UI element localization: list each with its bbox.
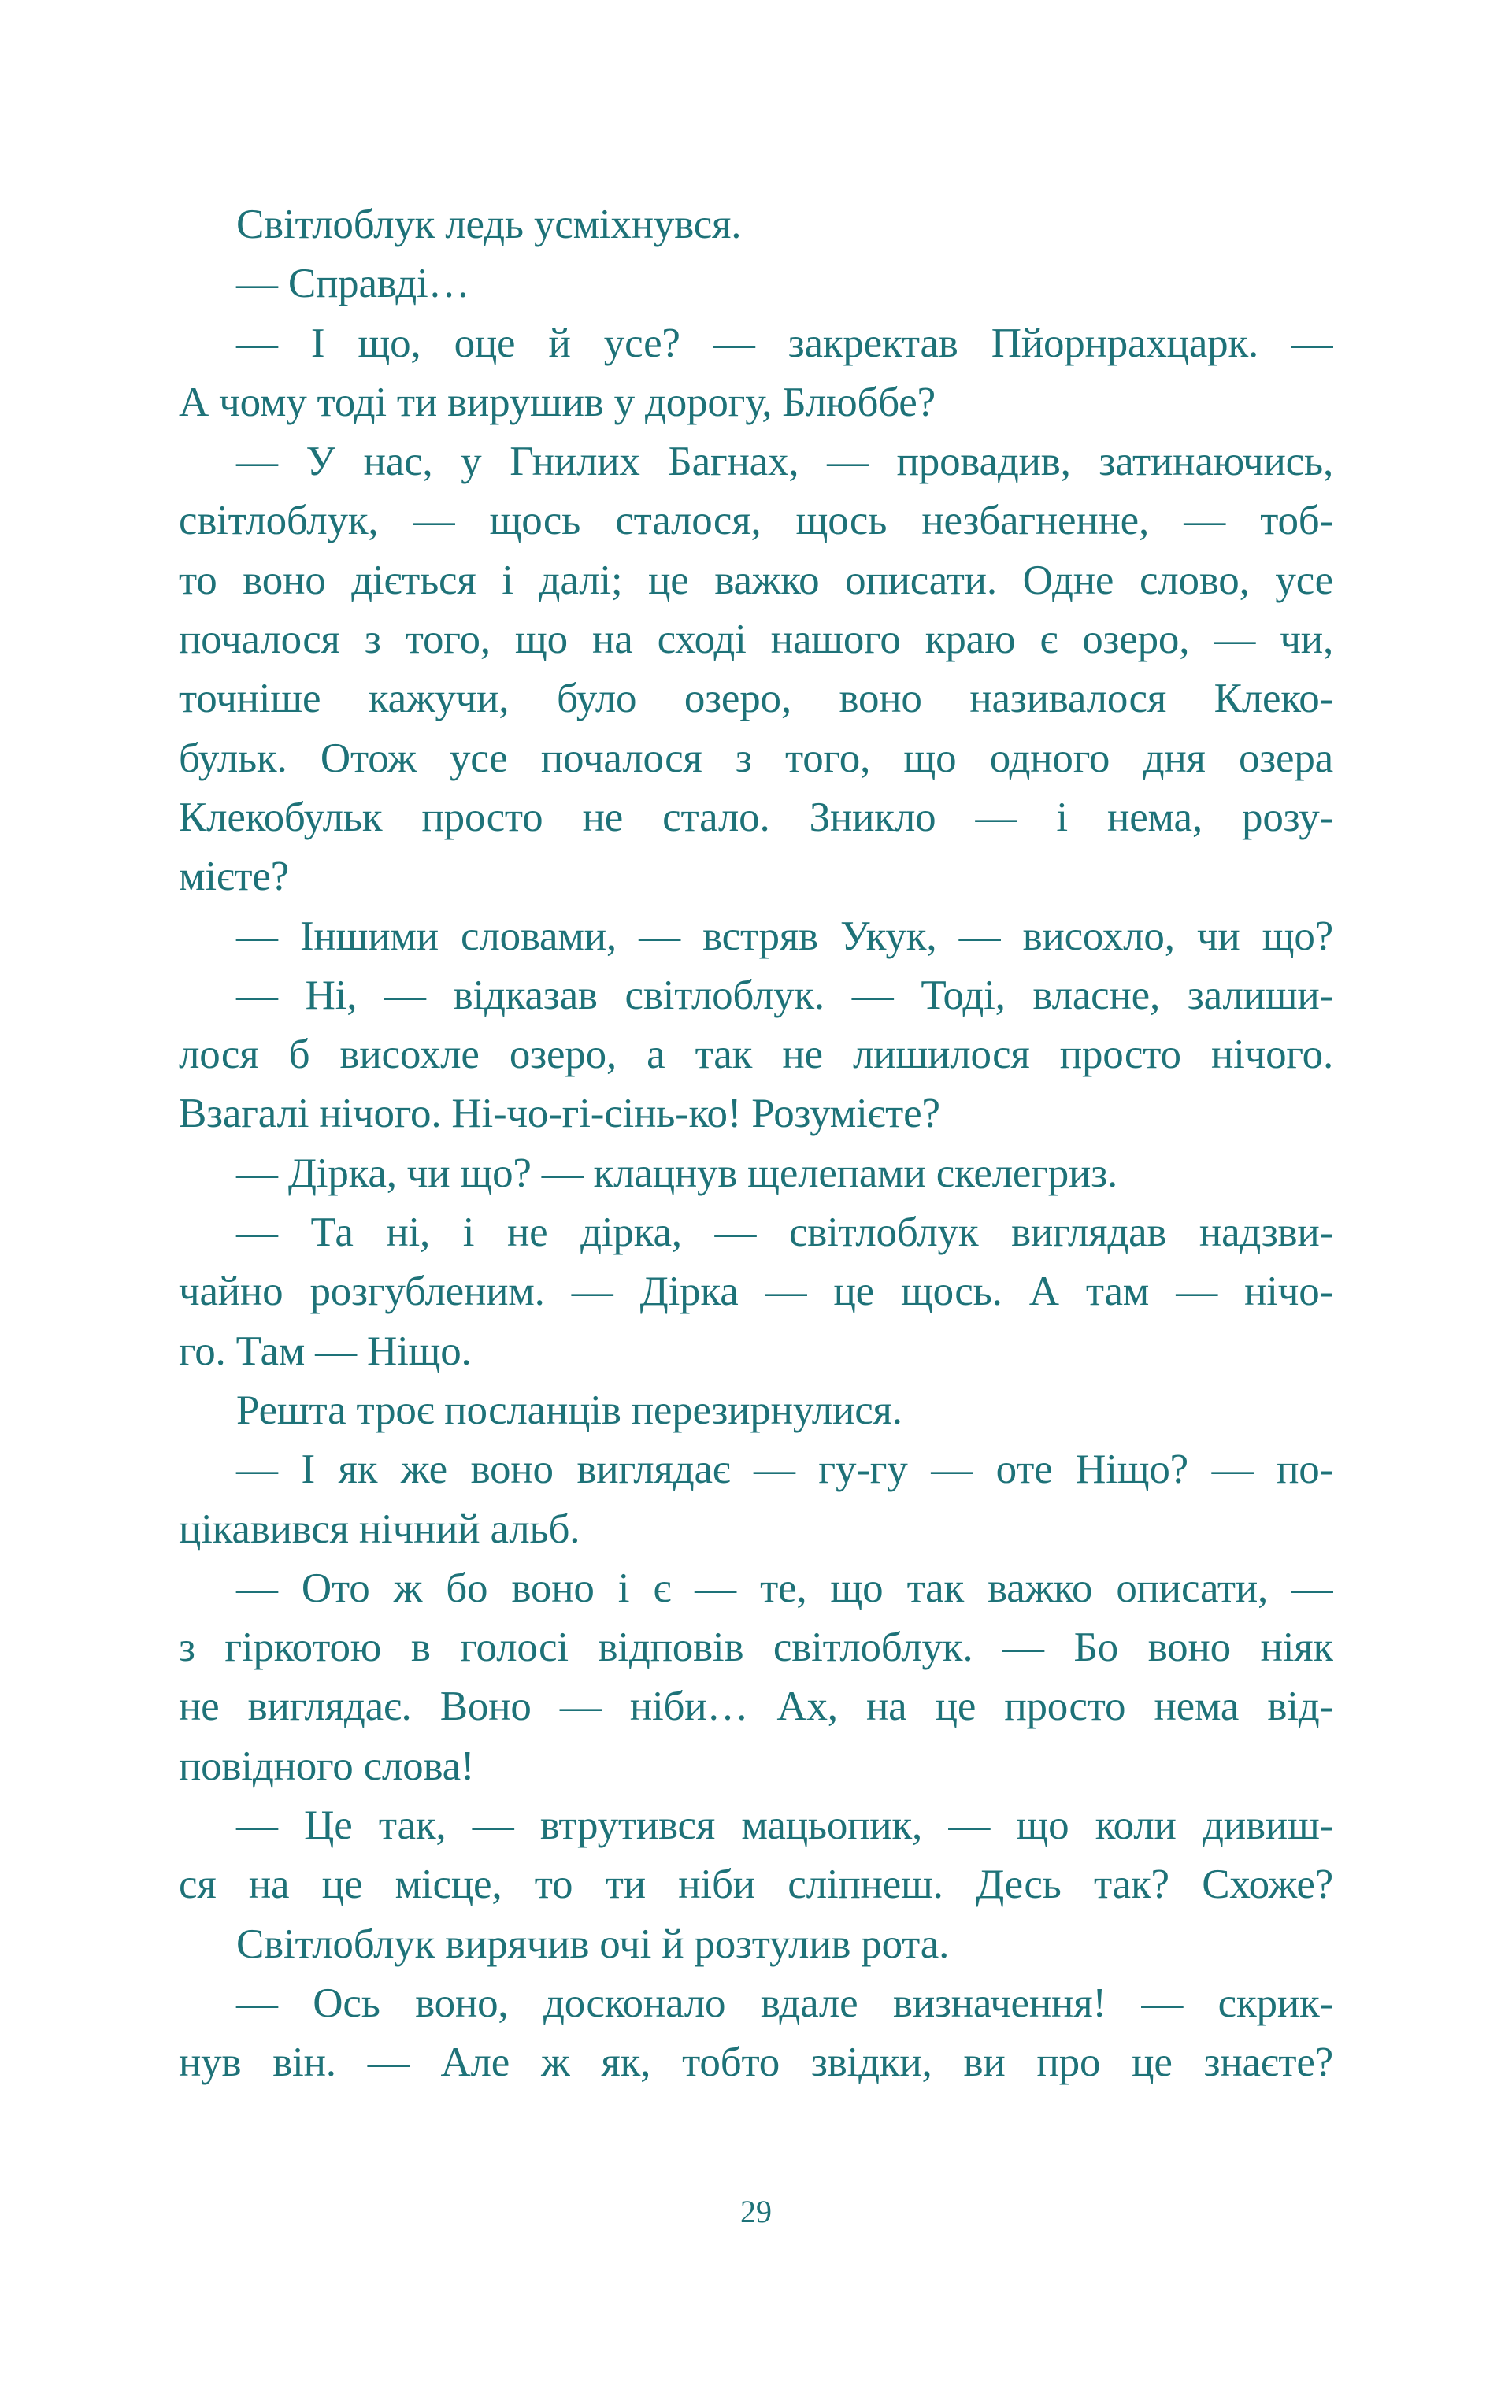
text-line: лося б висохле озеро, а так не лишилося просто нічого.: [179, 1032, 1333, 1078]
text-line: — Ото ж бо воно і є — те, що так важко описати, —: [236, 1565, 1333, 1611]
text-line: — Іншими словами, — встряв Укук, — висохло, чи що?: [236, 913, 1333, 959]
text-line: цікавився нічний альб.: [179, 1506, 580, 1552]
text-line: почалося з того, що на сході нашого краю є озеро, — чи,: [179, 617, 1333, 663]
text-line: бульк. Отож усе почалося з того, що одного дня озера: [179, 735, 1333, 781]
text-line: точніше кажучи, було озеро, воно називалося Клеко-: [179, 676, 1333, 722]
text-line: мієте?: [179, 854, 290, 900]
text-line: го. Там — Ніщо.: [179, 1328, 472, 1374]
text-line: Взагалі нічого. Ні-чо-гі-сінь-ко! Розумієте?: [179, 1091, 940, 1137]
text-line: Клекобульк просто не стало. Зникло — і нема, розу-: [179, 794, 1333, 840]
text-line: А чому тоді ти вирушив у дорогу, Блюббе?: [179, 379, 936, 425]
text-line: — Справді…: [236, 261, 470, 307]
body-text: [179, 195, 1333, 2093]
text-line: світлоблук, — щось сталося, щось незбагненне, — тоб-: [179, 498, 1333, 544]
text-line: — І як же воно виглядає — гу-гу — оте Ніщо? — по-: [236, 1447, 1333, 1493]
text-line: — Це так, — втрутився мацьопик, — що коли дивиш-: [236, 1802, 1333, 1849]
text-line: — Дірка, чи що? — клацнув щелепами скелегриз.: [236, 1150, 1118, 1196]
text-line: — Ось воно, досконало вдале визначення! — скрик-: [236, 1980, 1333, 2026]
text-line: з гіркотою в голосі відповів світлоблук. — Бо воно ніяк: [179, 1624, 1333, 1671]
text-line: — У нас, у Гнилих Багнах, — провадив, затинаючись,: [236, 439, 1333, 485]
text-line: нув він. — Але ж як, тобто звідки, ви про це знаєте?: [179, 2039, 1333, 2086]
text-line: — І що, оце й усе? — закректав Пйорнрахцарк. —: [236, 320, 1333, 366]
text-line: Решта троє посланців перезирнулися.: [236, 1387, 902, 1433]
text-line: ся на це місце, то ти ніби сліпнеш. Десь так? Схоже?: [179, 1862, 1333, 1908]
text-line: — Ні, — відказав світлоблук. — Тоді, власне, залиши-: [236, 972, 1333, 1018]
text-line: то воно діється і далі; це важко описати. Одне слово, усе: [179, 557, 1333, 603]
page-number: 29: [740, 2194, 772, 2229]
text-line: не виглядає. Воно — ніби… Ах, на це просто нема від-: [179, 1684, 1333, 1730]
text-line: чайно розгубленим. — Дірка — це щось. А там — нічо-: [179, 1269, 1333, 1315]
text-line: Світлоблук вирячив очі й розтулив рота.: [236, 1921, 950, 1967]
text-line: — Та ні, і не дірка, — світлоблук виглядав надзви-: [236, 1210, 1333, 1256]
text-line: Світлоблук ледь усміхнувся.: [236, 202, 742, 247]
text-line: повідного слова!: [179, 1743, 475, 1789]
